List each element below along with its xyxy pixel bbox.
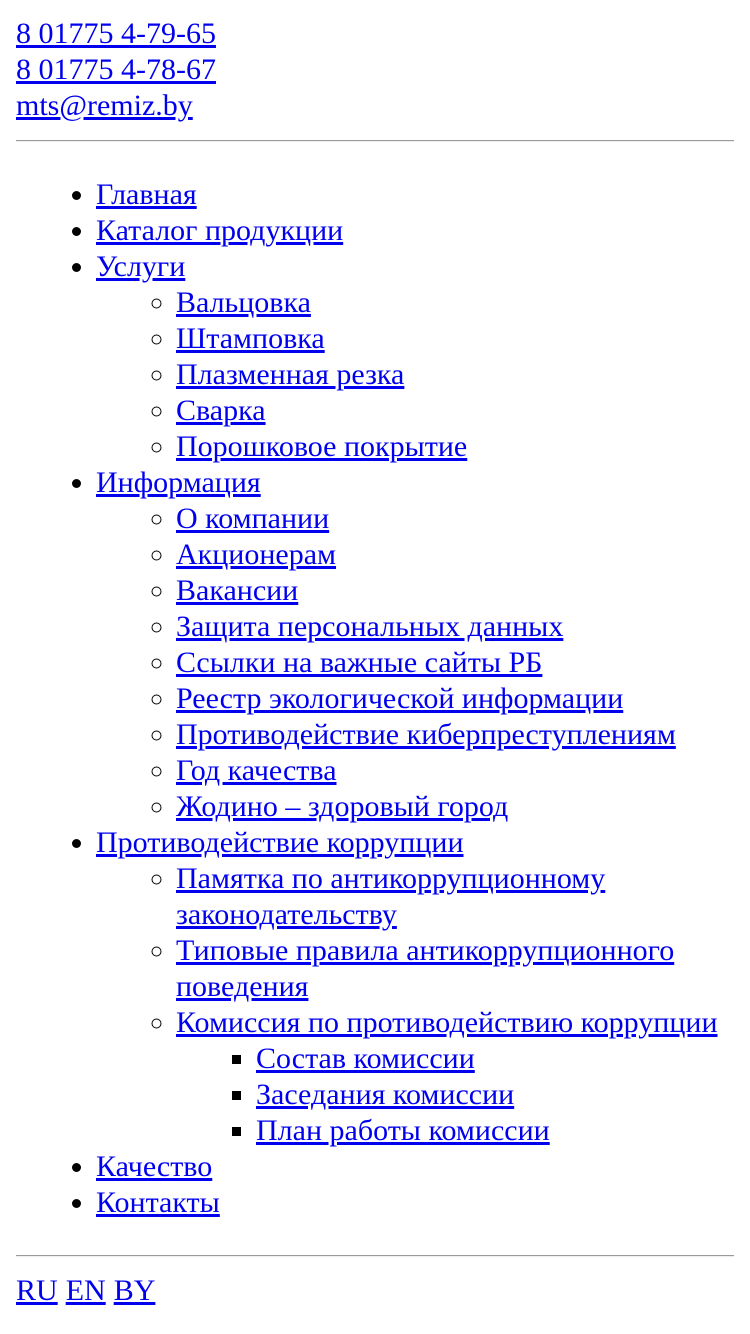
menu-item-catalog [96, 213, 734, 249]
language-link-en[interactable]: EN [65, 1274, 106, 1307]
menu-link-information[interactable]: Информация [96, 466, 261, 499]
language-switcher [16, 1273, 734, 1309]
menu-link-welding[interactable]: Сварка [176, 394, 266, 427]
menu-link-services[interactable]: Услуги [96, 250, 186, 283]
menu-link-plasma-cutting[interactable]: Плазменная резка [176, 358, 405, 391]
menu-link-vacancies[interactable]: Вакансии [176, 574, 299, 607]
menu-link-cybercrime[interactable]: Противодействие киберпреступлениям [176, 718, 676, 751]
menu-item-quality [96, 1149, 734, 1185]
menu-link-rules[interactable]: Типовые правила антикоррупционного поведения [176, 934, 675, 1003]
commission-submenu [176, 1041, 734, 1149]
menu-item-services [96, 249, 734, 465]
submenu-item [176, 357, 734, 393]
submenu-item [176, 861, 734, 933]
menu-link-shareholders[interactable]: Акционерам [176, 538, 337, 571]
page [16, 16, 734, 1309]
submenu-item [256, 1077, 734, 1113]
submenu-item [176, 753, 734, 789]
menu-link-home[interactable]: Главная [96, 178, 197, 211]
email-link[interactable]: mts@remiz.by [16, 89, 193, 122]
divider-bottom [16, 1255, 734, 1257]
submenu-item [176, 429, 734, 465]
submenu-item [176, 537, 734, 573]
menu-item-information [96, 465, 734, 825]
menu-item-anticorruption [96, 825, 734, 1149]
menu-link-catalog[interactable]: Каталог продукции [96, 214, 344, 247]
submenu-item [176, 501, 734, 537]
menu-link-rolling[interactable]: Вальцовка [176, 286, 311, 319]
menu-link-eco-registry[interactable]: Реестр экологической информации [176, 682, 624, 715]
menu-link-about[interactable]: О компании [176, 502, 330, 535]
menu-link-commission-meetings[interactable]: Заседания комиссии [256, 1078, 515, 1111]
main-menu [16, 177, 734, 1221]
divider-top [16, 140, 734, 142]
submenu-item [176, 681, 734, 717]
submenu-item [176, 645, 734, 681]
language-link-by[interactable]: BY [113, 1274, 156, 1307]
menu-link-stamping[interactable]: Штамповка [176, 322, 325, 355]
submenu-item [176, 789, 734, 825]
submenu-item [176, 609, 734, 645]
submenu-item [176, 933, 734, 1005]
menu-item-contacts [96, 1185, 734, 1221]
menu-link-contacts[interactable]: Контакты [96, 1186, 220, 1219]
submenu-item [176, 1005, 734, 1149]
submenu-item [176, 321, 734, 357]
services-submenu [96, 285, 734, 465]
menu-item-home [96, 177, 734, 213]
anticorruption-submenu [96, 861, 734, 1149]
menu-link-anticorruption[interactable]: Противодействие коррупции [96, 826, 464, 859]
menu-link-important-sites[interactable]: Ссылки на важные сайты РБ [176, 646, 543, 679]
phone-link-2[interactable]: 8 01775 4-78-67 [16, 53, 216, 86]
menu-link-commission-plan[interactable]: План работы комиссии [256, 1114, 550, 1147]
contacts-block [16, 16, 734, 124]
phone-link-1[interactable]: 8 01775 4-79-65 [16, 17, 216, 50]
submenu-item [256, 1041, 734, 1077]
submenu-item [176, 285, 734, 321]
menu-link-quality[interactable]: Качество [96, 1150, 213, 1183]
submenu-item [176, 717, 734, 753]
menu-link-memo[interactable]: Памятка по антикоррупционному законодательству [176, 862, 606, 931]
menu-link-healthy-city[interactable]: Жодино – здоровый город [176, 790, 509, 823]
menu-link-commission[interactable]: Комиссия по противодействию коррупции [176, 1006, 718, 1039]
information-submenu [96, 501, 734, 825]
submenu-item [176, 573, 734, 609]
menu-link-powder-coating[interactable]: Порошковое покрытие [176, 430, 468, 463]
menu-link-commission-members[interactable]: Состав комиссии [256, 1042, 475, 1075]
submenu-item [256, 1113, 734, 1149]
menu-link-quality-year[interactable]: Год качества [176, 754, 337, 787]
language-link-ru[interactable]: RU [16, 1274, 58, 1307]
submenu-item [176, 393, 734, 429]
menu-link-data-protection[interactable]: Защита персональных данных [176, 610, 564, 643]
